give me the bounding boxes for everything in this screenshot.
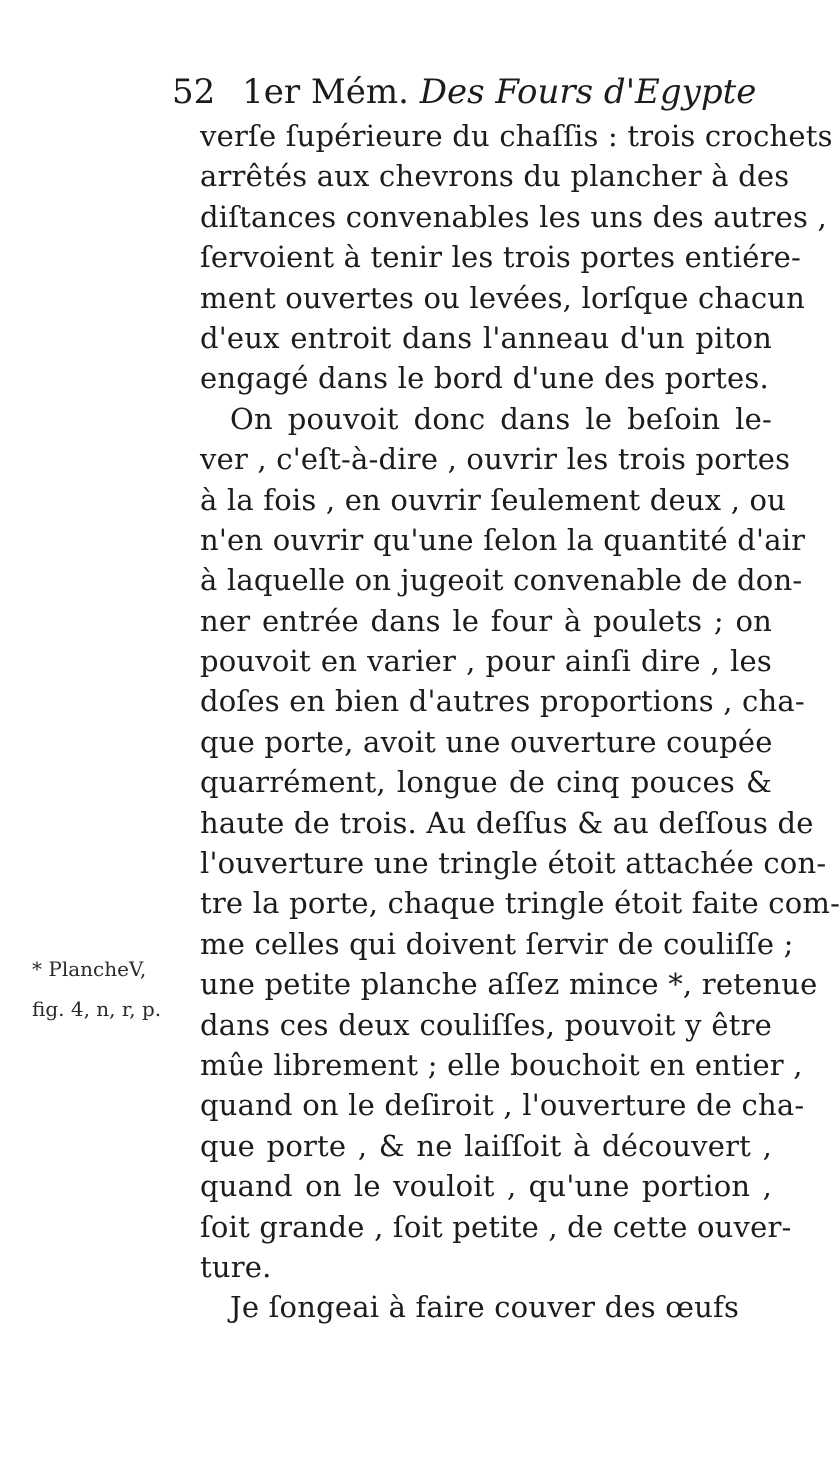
margin-note-plate: * PlancheV, (32, 957, 147, 981)
text-line: à laquelle on jugeoit convenable de don- (200, 563, 803, 598)
paragraph-start-line: Je ſongeai à faire couver des œufs (230, 1290, 740, 1325)
text-line: ſoit grande , ſoit petite , de cette ouver- (200, 1209, 792, 1244)
text-line: d'eux entroit dans l'anneau d'un piton (200, 320, 772, 355)
text-line: quarrément, longue de cinq pouces & (200, 765, 772, 800)
text-line: ver , c'eſt-à-dire , ouvrir les trois portes (200, 442, 791, 477)
text-line: l'ouverture une tringle étoit attachée con- (200, 846, 827, 881)
text-line: doſes en bien d'autres proportions , cha- (200, 684, 805, 719)
text-line: n'en ouvrir qu'une ſelon la quantité d'air (200, 522, 806, 557)
text-line: quand on le deſiroit , l'ouverture de cha- (200, 1088, 805, 1123)
running-head (172, 70, 772, 114)
text-line: dans ces deux couliſſes, pouvoit y être (200, 1007, 772, 1042)
text-line: engagé dans le bord d'une des portes. (200, 361, 769, 396)
page-number: 52 (172, 72, 216, 112)
text-line: haute de trois. Au deſſus & au deſſous de (200, 805, 814, 840)
text-line: ture. (200, 1249, 272, 1284)
text-line: que porte, avoit une ouverture coupée (200, 724, 773, 759)
text-line: une petite planche aſſez mince *, retenue (200, 967, 818, 1002)
text-line: à la fois , en ouvrir ſeulement deux , ou (200, 482, 787, 517)
text-line: que porte , & ne laiſſoit à découvert , (200, 1128, 772, 1163)
text-line: verſe ſupérieure du chaſſis : trois crochets (200, 119, 833, 153)
text-line: ner entrée dans le four à poulets ; on (200, 603, 772, 638)
text-line: arrêtés aux chevrons du plancher à des (200, 159, 790, 194)
text-line: me celles qui doivent ſervir de couliſſe ; (200, 926, 794, 961)
text-line: ſervoient à tenir les trois portes entiére- (200, 240, 801, 275)
text-line: pouvoit en varier , pour ainſi dire , les (200, 644, 772, 679)
text-line: diſtances convenables les uns des autres , (200, 199, 827, 234)
chapter-title: Des Fours d'Egypte (419, 72, 757, 112)
paragraph-start-line: On pouvoit donc dans le beſoin le- (230, 401, 772, 436)
text-line: tre la porte, chaque tringle étoit faite com- (200, 886, 840, 921)
text-line: ment ouvertes ou levées, lorſque chacun (200, 280, 806, 315)
memoir-label: 1er Mém. (242, 72, 409, 112)
margin-note-figure: fig. 4, n, r, p. (32, 997, 162, 1021)
text-line: quand on le vouloit , qu'une portion , (200, 1169, 772, 1204)
body-text (200, 116, 840, 1328)
text-line: mûe librement ; elle bouchoit en entier , (200, 1047, 803, 1082)
